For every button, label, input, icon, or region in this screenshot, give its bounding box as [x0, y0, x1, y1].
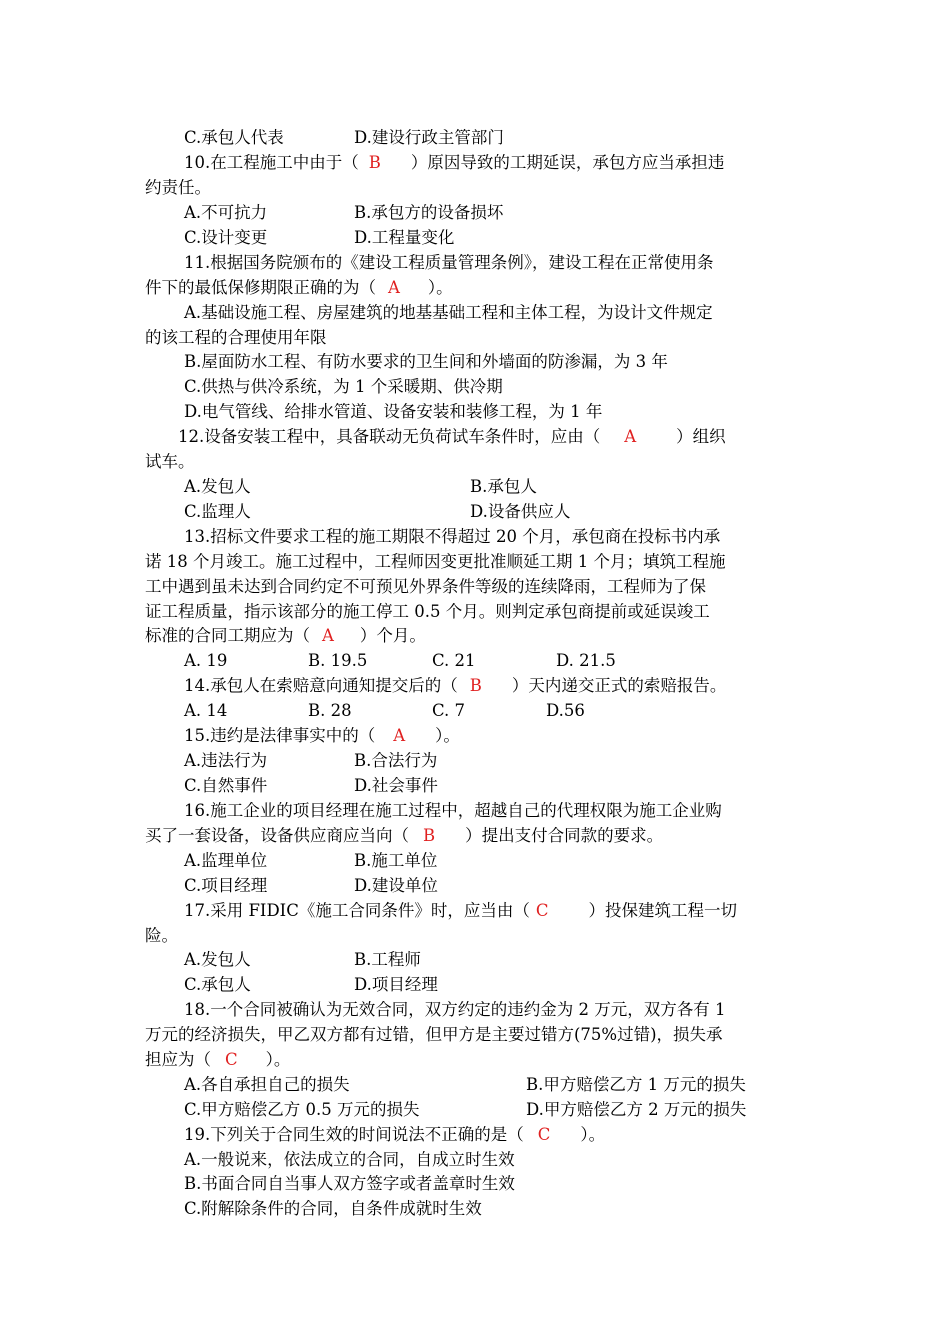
q15-stem-pre: 15.违约是法律事实中的（	[184, 726, 376, 745]
q14-option-c: C. 7	[432, 701, 466, 720]
q19-stem-pre: 19.下列关于合同生效的时间说法不正确的是（	[184, 1125, 524, 1144]
q14-option-d: D.56	[546, 701, 585, 720]
q14-option-b: B. 28	[308, 701, 352, 720]
q11-option-a-line2: 的该工程的合理使用年限	[145, 328, 327, 347]
q15-stem-post: ）。	[435, 726, 460, 745]
q18-stem-line2: 万元的经济损失，甲乙双方都有过错，但甲方是主要过错方(75%过错)，损失承	[145, 1025, 723, 1044]
q15-option-a: A.违法行为	[184, 751, 268, 770]
q19-option-a: A.一般说来，依法成立的合同，自成立时生效	[184, 1150, 515, 1169]
q12-stem-pre: 12.设备安装工程中，具备联动无负荷试车条件时，应由（	[178, 427, 601, 446]
q17-answer: C	[535, 901, 549, 920]
q12-stem	[178, 425, 726, 449]
q11-stem-line2	[145, 276, 453, 300]
q18-stem-line1: 18.一个合同被确认为无效合同，双方约定的违约金为 2 万元，双方各有 1	[184, 1000, 726, 1019]
q17-option-c: C.承包人	[184, 975, 251, 994]
q13-stem-line5	[145, 624, 426, 648]
q11-stem-line1: 11.根据国务院颁布的《建设工程质量管理条例》，建设工程在正常使用条	[184, 253, 714, 272]
q16-answer: B	[423, 826, 436, 845]
q17-stem-pre: 17.采用 FIDIC《施工合同条件》时，应当由（	[184, 901, 530, 920]
q18-option-d: D.甲方赔偿乙方 2 万元的损失	[526, 1100, 747, 1119]
q17-option-b: B.工程师	[354, 950, 421, 969]
q16-option-c: C.项目经理	[184, 876, 268, 895]
q19-answer: C	[537, 1125, 551, 1144]
q11-option-d: D.电气管线、给排水管道、设备安装和装修工程，为 1 年	[184, 402, 603, 421]
q16-stem-line1: 16.施工企业的项目经理在施工过程中，超越自己的代理权限为施工企业购	[184, 801, 722, 820]
q13-stem-line3: 工中遇到虽未达到合同约定不可预见外界条件等级的连续降雨，工程师为了保	[145, 577, 706, 596]
q17-stem-cont: 险。	[145, 926, 178, 945]
q14-option-a: A. 14	[184, 701, 228, 720]
q17-stem	[184, 899, 737, 923]
q13-stem-line1: 13.招标文件要求工程的施工期限不得超过 20 个月，承包商在投标书内承	[184, 527, 721, 546]
q11-option-a-line1: A.基础设施工程、房屋建筑的地基基础工程和主体工程，为设计文件规定	[184, 303, 713, 322]
q16-stem-line2	[145, 824, 663, 848]
q10-stem-post: ）原因导致的工期延误，承包方应当承担违	[410, 153, 725, 172]
q18-option-c: C.甲方赔偿乙方 0.5 万元的损失	[184, 1100, 420, 1119]
q16-option-a: A.监理单位	[184, 851, 268, 870]
q14-answer: B	[469, 676, 482, 695]
q10-stem	[184, 151, 724, 175]
q16-stem-pre: 买了一套设备，设备供应商应当向（	[145, 826, 409, 845]
q16-stem-post: ）提出支付合同款的要求。	[465, 826, 664, 845]
q13-stem-post: ）个月。	[359, 626, 426, 645]
q12-answer: A	[624, 427, 637, 446]
q17-stem-post: ）投保建筑工程一切	[588, 901, 737, 920]
q11-answer: A	[388, 278, 400, 297]
q9-option-d: D.建设行政主管部门	[354, 128, 504, 147]
q18-stem-pre: 担应为（	[145, 1050, 211, 1069]
q13-option-c: C. 21	[432, 651, 476, 670]
q10-option-c: C.设计变更	[184, 228, 268, 247]
q16-option-b: B.施工单位	[354, 851, 438, 870]
q14-stem-pre: 14.承包人在索赔意向通知提交后的（	[184, 676, 458, 695]
q11-option-c: C.供热与供冷系统，为 1 个采暖期、供冷期	[184, 377, 503, 396]
q16-option-d: D.建设单位	[354, 876, 438, 895]
q12-option-b: B.承包人	[470, 477, 537, 496]
q19-stem-post: ）。	[580, 1125, 606, 1144]
q10-option-d: D.工程量变化	[354, 228, 455, 247]
q10-answer: B	[368, 153, 381, 172]
q13-option-a: A. 19	[184, 651, 228, 670]
q12-option-c: C.监理人	[184, 502, 251, 521]
q13-answer: A	[322, 626, 334, 645]
q12-option-d: D.设备供应人	[470, 502, 571, 521]
q12-option-a: A.发包人	[184, 477, 251, 496]
q11-stem-post: ）。	[427, 278, 453, 297]
q15-stem	[184, 724, 460, 748]
q19-option-b: B.书面合同自当事人双方签字或者盖章时生效	[184, 1174, 515, 1193]
q15-answer: A	[393, 726, 406, 745]
q17-option-d: D.项目经理	[354, 975, 438, 994]
q17-option-a: A.发包人	[184, 950, 251, 969]
q18-stem-line3	[145, 1048, 290, 1072]
q13-option-d: D. 21.5	[556, 651, 616, 670]
q13-stem-line4: 证工程质量，指示该部分的施工停工 0.5 个月。则判定承包商提前或延误竣工	[145, 602, 710, 621]
q10-option-a: A.不可抗力	[184, 203, 268, 222]
q14-stem-post: ）天内递交正式的索赔报告。	[511, 676, 727, 695]
q10-stem-pre: 10.在工程施工中由于（	[184, 153, 359, 172]
q10-stem-cont: 约责任。	[145, 178, 211, 197]
q13-stem-line2: 诺 18 个月竣工。施工过程中，工程师因变更批准顺延工期 1 个月；填筑工程施	[145, 552, 726, 571]
q18-stem-post: ）。	[265, 1050, 291, 1069]
q14-stem	[184, 674, 726, 698]
q18-option-b: B.甲方赔偿乙方 1 万元的损失	[526, 1075, 746, 1094]
q12-stem-cont: 试车。	[145, 452, 195, 471]
q10-option-b: B.承包方的设备损坏	[354, 203, 504, 222]
q12-stem-post: ）组织	[676, 427, 726, 446]
q13-option-b: B. 19.5	[308, 651, 368, 670]
q15-option-d: D.社会事件	[354, 776, 438, 795]
q11-option-b: B.屋面防水工程、有防水要求的卫生间和外墙面的防渗漏，为 3 年	[184, 352, 668, 371]
q19-stem	[184, 1123, 605, 1147]
q15-option-b: B.合法行为	[354, 751, 438, 770]
q15-option-c: C.自然事件	[184, 776, 268, 795]
q13-stem-pre: 标准的合同工期应为（	[145, 626, 310, 645]
q18-answer: C	[225, 1050, 238, 1069]
q9-option-c: C.承包人代表	[184, 128, 284, 147]
q11-stem-pre: 件下的最低保修期限正确的为（	[145, 278, 376, 297]
q19-option-c: C.附解除条件的合同，自条件成就时生效	[184, 1199, 482, 1218]
q18-option-a: A.各自承担自己的损失	[184, 1075, 350, 1094]
